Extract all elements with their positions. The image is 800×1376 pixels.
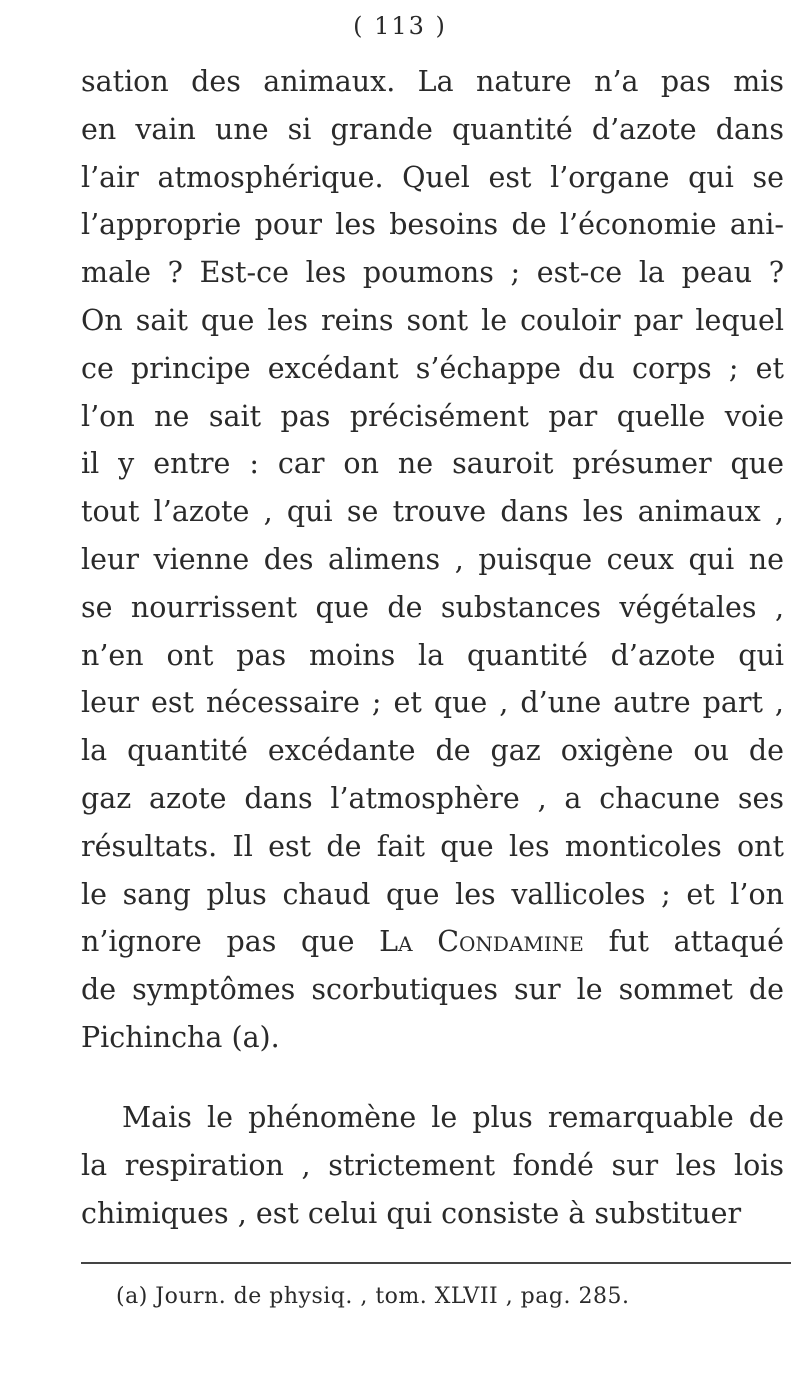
- text-line-16: gaz azote dans l’atmosphère , a chacune ses: [81, 782, 784, 815]
- text-line-21: Pichincha (a).: [81, 1021, 280, 1054]
- text-line-19: [81, 922, 784, 962]
- text-line-20: de symptômes scorbutiques sur le sommet de: [81, 973, 784, 1007]
- text-line-11: leur vienne des alimens , puisque ceux qui ne: [81, 543, 784, 576]
- text-line-13: n’en ont pas moins la quantité d’azote qui: [81, 638, 784, 672]
- footnote: (a) Journ. de physiq. , tom. XLVII , pag. 285.: [116, 1284, 630, 1309]
- text-line-18: le sang plus chaud que les vallicoles ; et l’on: [81, 877, 784, 911]
- paragraph-2-line-2: la respiration , strictement fondé sur les lois: [81, 1148, 784, 1182]
- text-line-19-start: n’ignore pas que: [81, 925, 380, 959]
- text-line-19-end: fut attaqué: [583, 925, 784, 959]
- text-line-2: en vain une si grande quantité d’azote dans: [81, 112, 784, 146]
- text-line-4: l’approprie pour les besoins de l’économie ani-: [81, 208, 784, 242]
- text-line-5: male ? Est-ce les poumons ; est-ce la peau ?: [81, 256, 784, 290]
- text-line-14: leur est nécessaire ; et que , d’une autre part ,: [81, 686, 784, 720]
- text-line-17: résultats. Il est de fait que les monticoles ont: [81, 829, 784, 863]
- text-line-10: tout l’azote , qui se trouve dans les animaux ,: [81, 495, 784, 529]
- footnote-rule: [81, 1262, 791, 1264]
- page-number: ( 113 ): [353, 12, 447, 40]
- text-line-8: l’on ne sait pas précisément par quelle voie: [81, 399, 784, 433]
- text-line-9: il y entre : car on ne sauroit présumer que: [81, 447, 784, 481]
- text-line-6: On sait que les reins sont le couloir par lequel: [81, 304, 784, 337]
- paragraph-2-line-1: Mais le phénomène le plus remarquable de: [122, 1101, 784, 1134]
- text-line-15: la quantité excédante de gaz oxigène ou de: [81, 734, 784, 768]
- text-line-12: se nourrissent que de substances végétales ,: [81, 590, 784, 624]
- text-line-3: l’air atmosphérique. Quel est l’organe qui se: [81, 160, 784, 194]
- text-line-1: sation des animaux. La nature n’a pas mis: [81, 65, 784, 98]
- person-name-la-condamine: La Condamine: [379, 925, 584, 959]
- paragraph-2-line-3: chimiques , est celui qui consiste à substituer: [81, 1196, 742, 1230]
- text-line-7: ce principe excédant s’échappe du corps ; et: [81, 351, 784, 385]
